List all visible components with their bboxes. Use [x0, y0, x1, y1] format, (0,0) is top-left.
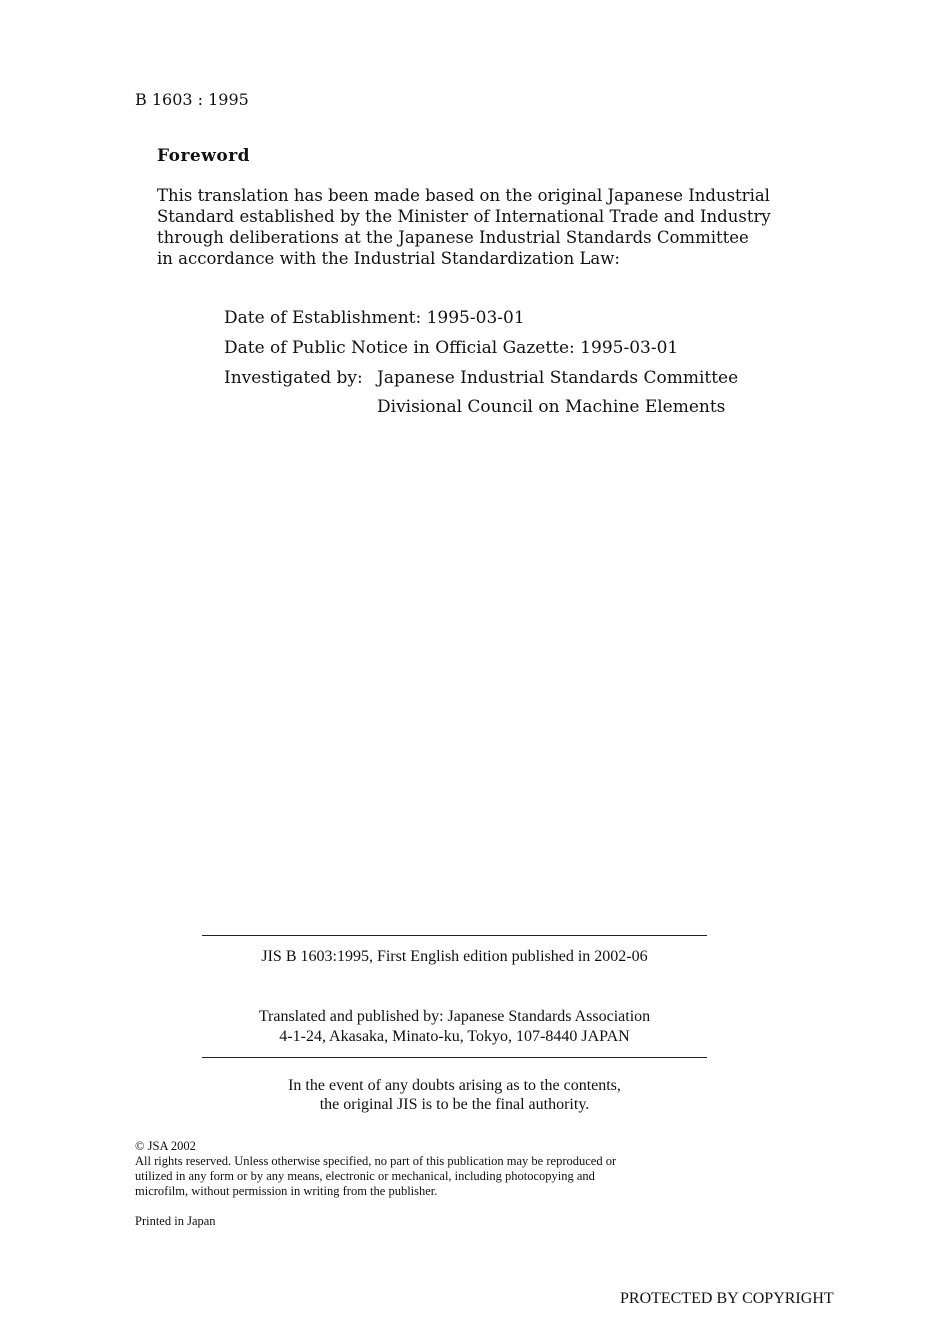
- publisher-block: [202, 1007, 707, 1047]
- authority-line: the original JIS is to be the final authority.: [319, 1096, 590, 1113]
- authority-notice: [202, 1076, 707, 1114]
- foreword-heading: Foreword: [157, 146, 251, 166]
- rights-line: All rights reserved. Unless otherwise specified, no part of this publication may be reproduced or: [135, 1154, 617, 1168]
- copyright-block: [135, 1139, 775, 1199]
- printed-in: Printed in Japan: [135, 1214, 216, 1228]
- authority-line: In the event of any doubts arising as to the contents,: [288, 1077, 621, 1094]
- foreword-paragraph-line: through deliberations at the Japanese Industrial Standards Committee: [157, 228, 749, 247]
- standard-identifier: B 1603 : 1995: [135, 90, 249, 109]
- publisher-address: 4-1-24, Akasaka, Minato-ku, Tokyo, 107-8440 JAPAN: [279, 1028, 630, 1045]
- rights-line: utilized in any form or by any means, electronic or mechanical, including photocopying and: [135, 1169, 595, 1183]
- bottom-divider: [202, 1057, 707, 1058]
- protected-by-copyright-stamp: PROTECTED BY COPYRIGHT: [620, 1290, 834, 1307]
- publisher-line: Translated and published by: Japanese Standards Association: [258, 1008, 651, 1025]
- edition-statement: JIS B 1603:1995, First English edition published in 2002-06: [261, 948, 648, 965]
- establishment-date: Date of Establishment: 1995-03-01: [224, 308, 525, 328]
- public-notice-date: Date of Public Notice in Official Gazette: 1995-03-01: [224, 338, 679, 358]
- foreword-paragraph-line: in accordance with the Industrial Standardization Law:: [157, 249, 620, 268]
- copyright-notice: © JSA 2002: [135, 1139, 196, 1153]
- rights-line: microfilm, without permission in writing from the publisher.: [135, 1184, 438, 1198]
- foreword-paragraph-line: Standard established by the Minister of International Trade and Industry: [157, 207, 771, 226]
- top-divider: [202, 935, 707, 936]
- investigating-council: Divisional Council on Machine Elements: [377, 397, 726, 417]
- investigated-label: Investigated by:: [224, 368, 363, 388]
- foreword-paragraph-line: This translation has been made based on the original Japanese Industrial: [157, 186, 770, 205]
- investigating-committee: Japanese Industrial Standards Committee: [377, 368, 739, 388]
